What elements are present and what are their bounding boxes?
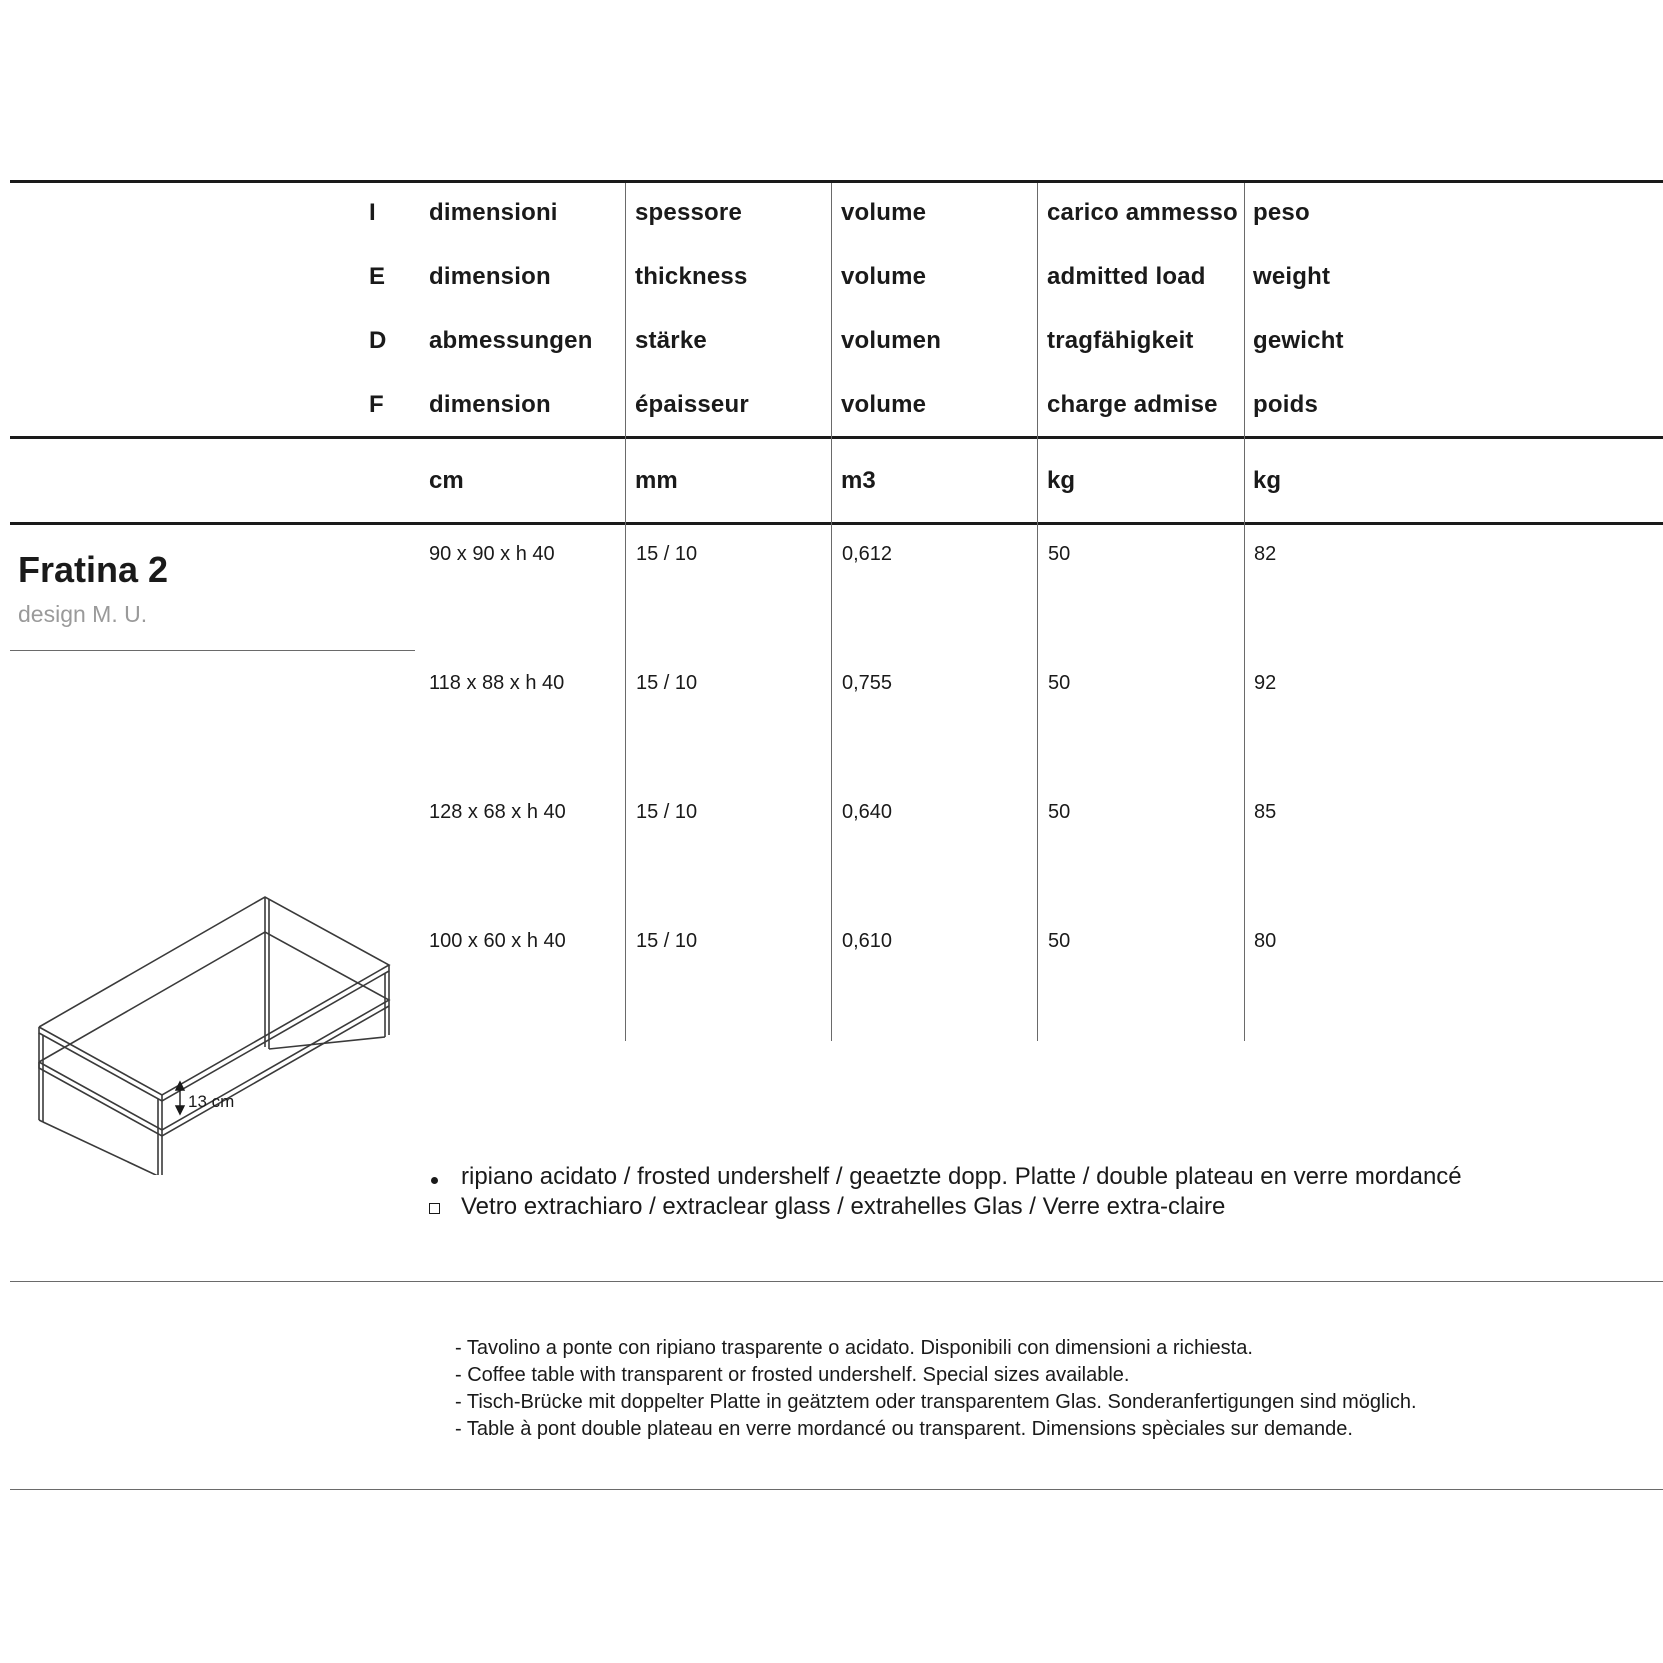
column-header: tragfähigkeit	[1047, 327, 1194, 354]
cell-load: 50	[1048, 801, 1071, 823]
unit-label: kg	[1253, 467, 1282, 494]
product-designer: design M. U.	[18, 601, 148, 627]
feature-text: ripiano acidato / frosted undershelf / geaetzte dopp. Platte / double plateau en verre mordancé	[461, 1163, 1462, 1190]
language-code: D	[369, 327, 387, 354]
unit-label: cm	[429, 467, 464, 494]
cell-weight: 85	[1254, 801, 1277, 823]
header-bottom-rule	[10, 436, 1663, 439]
feature-text: Vetro extrachiaro / extraclear glass / extrahelles Glas / Verre extra-claire	[461, 1193, 1226, 1220]
square-icon	[428, 1193, 450, 1221]
table-top-rule	[10, 180, 1663, 183]
cell-volume: 0,610	[842, 930, 893, 952]
column-header: volumen	[841, 327, 942, 354]
unit-label: m3	[841, 467, 876, 494]
description-line: - Coffee table with transparent or frosted undershelf. Special sizes available.	[455, 1364, 1130, 1386]
column-header: abmessungen	[429, 327, 593, 354]
language-code: E	[369, 263, 386, 290]
column-header: carico ammesso	[1047, 199, 1238, 226]
column-header: peso	[1253, 199, 1310, 226]
column-header: volume	[841, 391, 927, 418]
description-line: - Tavolino a ponte con ripiano trasparente o acidato. Disponibili con dimensioni a richiesta.	[455, 1337, 1253, 1359]
cell-thickness: 15 / 10	[636, 930, 698, 952]
cell-load: 50	[1048, 543, 1071, 565]
column-divider	[831, 183, 832, 1041]
units-bottom-rule	[10, 522, 1663, 525]
bullet-icon	[428, 1163, 450, 1191]
language-code: F	[369, 391, 384, 418]
column-divider	[625, 183, 626, 1041]
column-header: dimensioni	[429, 199, 558, 226]
column-header: charge admise	[1047, 391, 1218, 418]
coffee-table-illustration	[30, 885, 400, 1175]
column-divider	[1037, 183, 1038, 1041]
column-header: dimension	[429, 391, 551, 418]
product-drawing	[30, 885, 400, 1180]
product-title-rule	[10, 650, 415, 651]
cell-volume: 0,640	[842, 801, 893, 823]
unit-label: mm	[635, 467, 678, 494]
cell-volume: 0,612	[842, 543, 893, 565]
cell-dimensions: 100 x 60 x h 40	[429, 930, 566, 952]
language-code: I	[369, 199, 376, 226]
description-line: - Tisch-Brücke mit doppelter Platte in geätztem oder transparentem Glas. Sonderanfertigungen sind möglich.	[455, 1391, 1417, 1413]
cell-thickness: 15 / 10	[636, 801, 698, 823]
column-header: poids	[1253, 391, 1318, 418]
column-header: volume	[841, 263, 927, 290]
cell-load: 50	[1048, 672, 1071, 694]
description-bottom-rule	[10, 1489, 1663, 1490]
cell-weight: 80	[1254, 930, 1277, 952]
column-header: weight	[1253, 263, 1331, 290]
column-divider	[1244, 183, 1245, 1041]
column-header: dimension	[429, 263, 551, 290]
cell-load: 50	[1048, 930, 1071, 952]
cell-weight: 82	[1254, 543, 1277, 565]
dimension-label: 13 cm	[188, 1092, 235, 1111]
column-header: admitted load	[1047, 263, 1206, 290]
cell-volume: 0,755	[842, 672, 893, 694]
cell-thickness: 15 / 10	[636, 543, 698, 565]
column-header: volume	[841, 199, 927, 226]
description-line: - Table à pont double plateau en verre mordancé ou transparent. Dimensions spèciales sur demande.	[455, 1418, 1353, 1440]
unit-label: kg	[1047, 467, 1076, 494]
product-name: Fratina 2	[18, 549, 169, 590]
cell-dimensions: 90 x 90 x h 40	[429, 543, 555, 565]
cell-weight: 92	[1254, 672, 1277, 694]
column-header: spessore	[635, 199, 742, 226]
cell-dimensions: 128 x 68 x h 40	[429, 801, 566, 823]
column-header: épaisseur	[635, 391, 749, 418]
features-bottom-rule	[10, 1281, 1663, 1282]
cell-dimensions: 118 x 88 x h 40	[429, 672, 565, 694]
cell-thickness: 15 / 10	[636, 672, 698, 694]
column-header: thickness	[635, 263, 748, 290]
column-header: stärke	[635, 327, 707, 354]
column-header: gewicht	[1253, 327, 1344, 354]
